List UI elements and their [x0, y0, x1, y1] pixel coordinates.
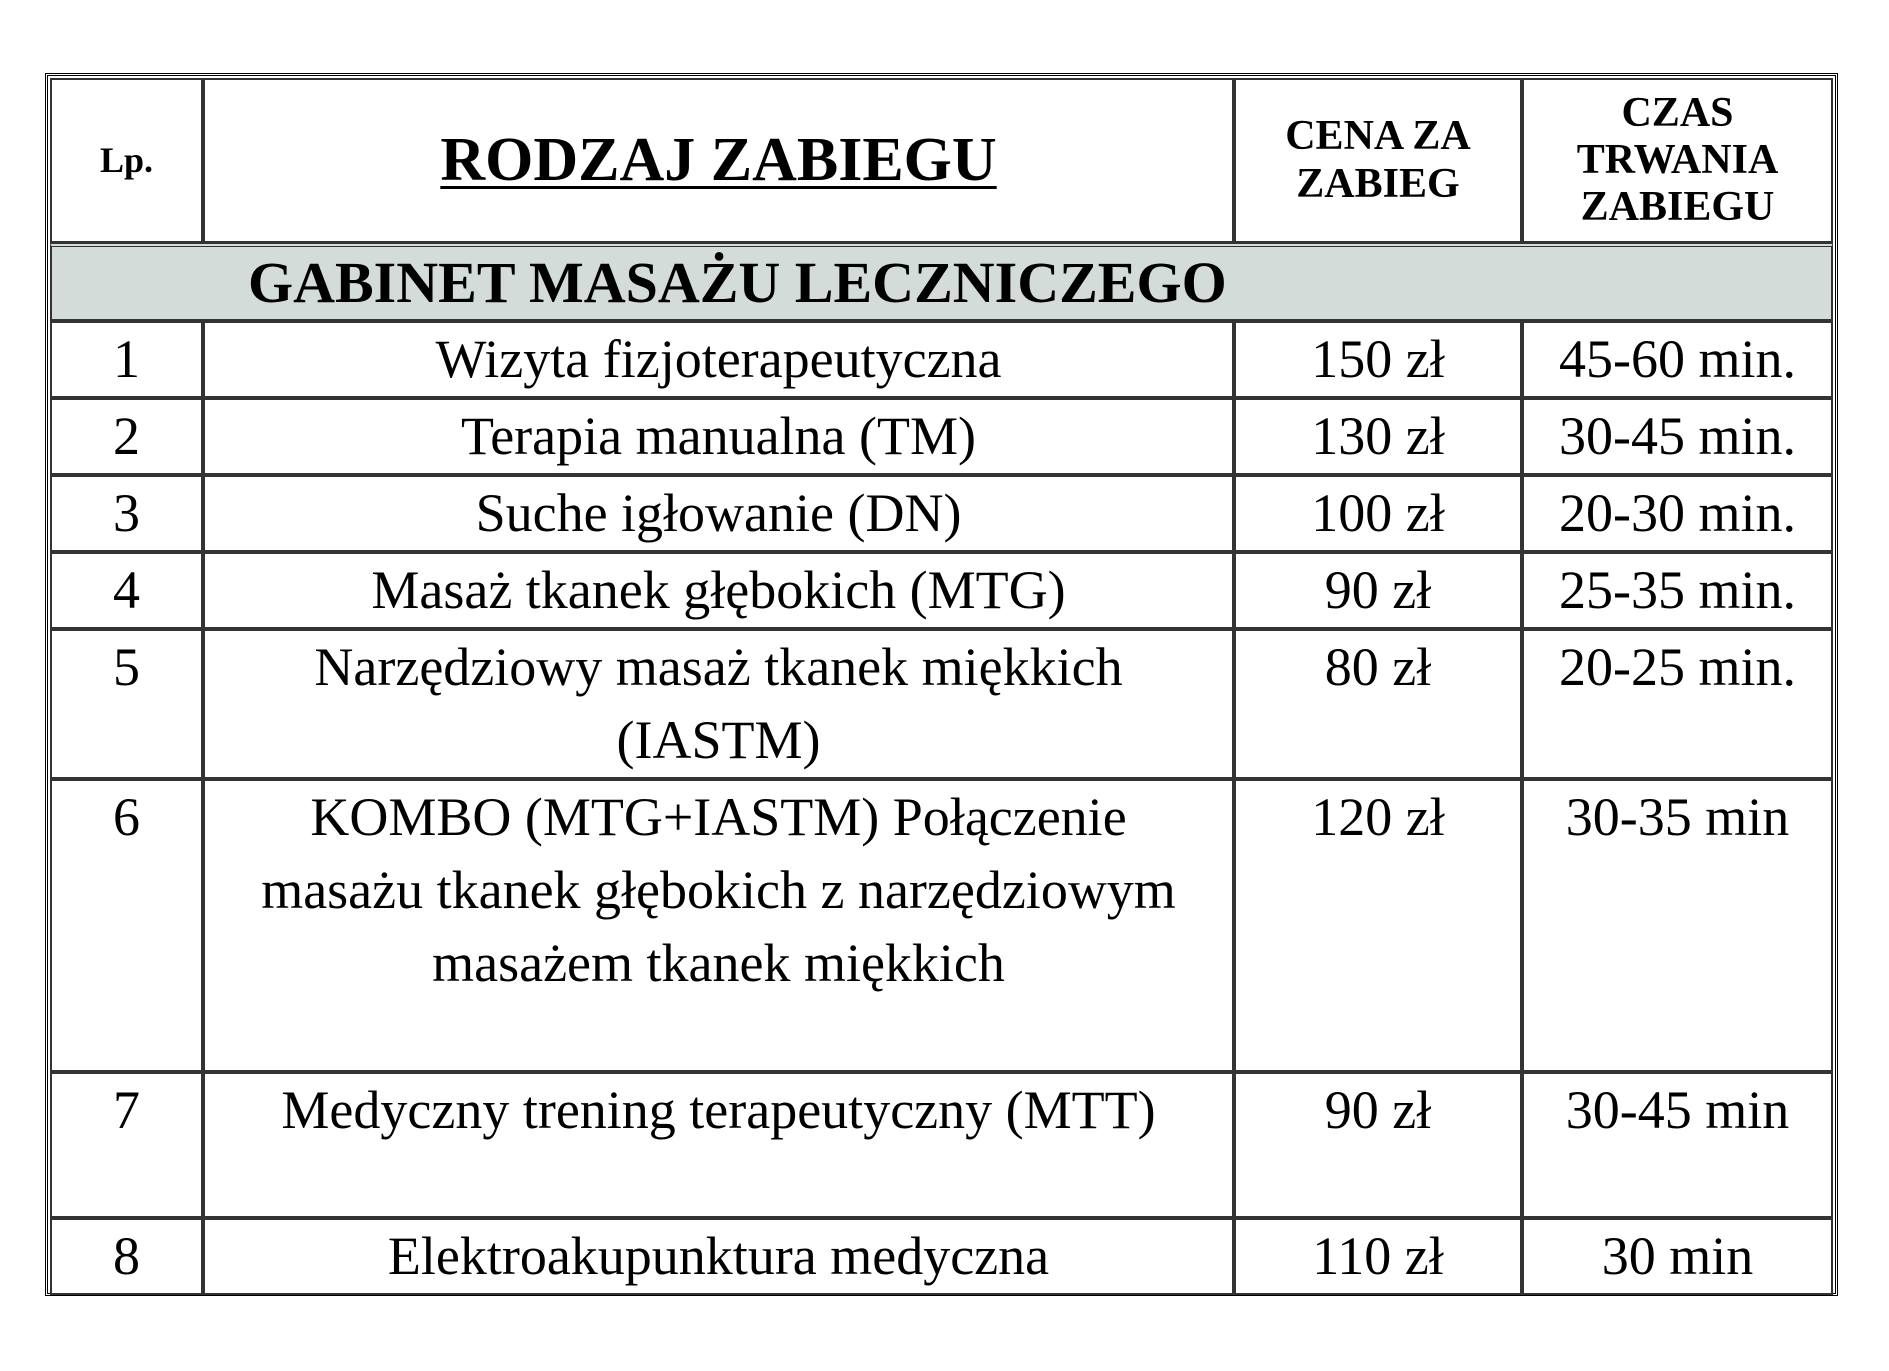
row-treatment: [203, 1072, 1234, 1218]
row-treatment: Terapia manualna (TM): [203, 398, 1234, 475]
row-duration: 25-35 min.: [1522, 552, 1833, 629]
row-treatment: Wizyta fizjoterapeutyczna: [203, 321, 1234, 398]
row-price: 80 zł: [1234, 629, 1522, 779]
table-row: [50, 475, 1833, 552]
row-duration: 30-45 min: [1522, 1072, 1833, 1218]
table-row: [50, 1072, 1833, 1218]
row-treatment: [203, 629, 1234, 779]
table-row: [50, 629, 1833, 779]
row-duration: 30-45 min.: [1522, 398, 1833, 475]
row-duration: 30 min: [1522, 1218, 1833, 1295]
header-price-label: CENA ZA ZABIEG: [1285, 113, 1471, 207]
row-treatment-text: Narzędziowy masaż tkanek miękkich (IASTM): [314, 637, 1123, 770]
section-row: [50, 243, 1833, 321]
row-price: 130 zł: [1234, 398, 1522, 475]
row-treatment: [203, 779, 1234, 1072]
row-treatment-text: Medyczny trening terapeutyczny (MTT): [281, 1080, 1156, 1140]
row-lp: 7: [50, 1072, 203, 1218]
row-lp: 6: [50, 779, 203, 1072]
row-price: 110 zł: [1234, 1218, 1522, 1295]
header-treatment-type: RODZAJ ZABIEGU: [203, 78, 1234, 243]
row-duration: 20-25 min.: [1522, 629, 1833, 779]
row-lp: 2: [50, 398, 203, 475]
table-row: [50, 321, 1833, 398]
section-title: GABINET MASAŻU LECZNICZEGO: [50, 243, 1833, 321]
row-lp: 1: [50, 321, 203, 398]
row-duration: 20-30 min.: [1522, 475, 1833, 552]
row-lp: 3: [50, 475, 203, 552]
table-header-row: [50, 78, 1833, 243]
table-row: [50, 1218, 1833, 1295]
header-duration-label: CZAS TRWANIA ZABIEGU: [1576, 89, 1779, 231]
row-lp: 4: [50, 552, 203, 629]
table-row: [50, 552, 1833, 629]
header-lp: Lp.: [50, 78, 203, 243]
row-price: 150 zł: [1234, 321, 1522, 398]
row-treatment-text: KOMBO (MTG+IASTM) Połączenie masażu tkanek głębokich z narzędziowym masażem tkanek miękkich: [261, 787, 1176, 993]
row-lp: 8: [50, 1218, 203, 1295]
row-price: 120 zł: [1234, 779, 1522, 1072]
price-list-table: [50, 78, 1833, 1295]
row-price: 100 zł: [1234, 475, 1522, 552]
row-lp: 5: [50, 629, 203, 779]
table-row: [50, 779, 1833, 1072]
row-price: 90 zł: [1234, 552, 1522, 629]
header-price: [1234, 78, 1522, 243]
table-row: [50, 398, 1833, 475]
row-price: 90 zł: [1234, 1072, 1522, 1218]
row-treatment: Masaż tkanek głębokich (MTG): [203, 552, 1234, 629]
row-duration: 45-60 min.: [1522, 321, 1833, 398]
row-duration: 30-35 min: [1522, 779, 1833, 1072]
header-duration: [1522, 78, 1833, 243]
row-treatment: Suche igłowanie (DN): [203, 475, 1234, 552]
row-treatment: Elektroakupunktura medyczna: [203, 1218, 1234, 1295]
